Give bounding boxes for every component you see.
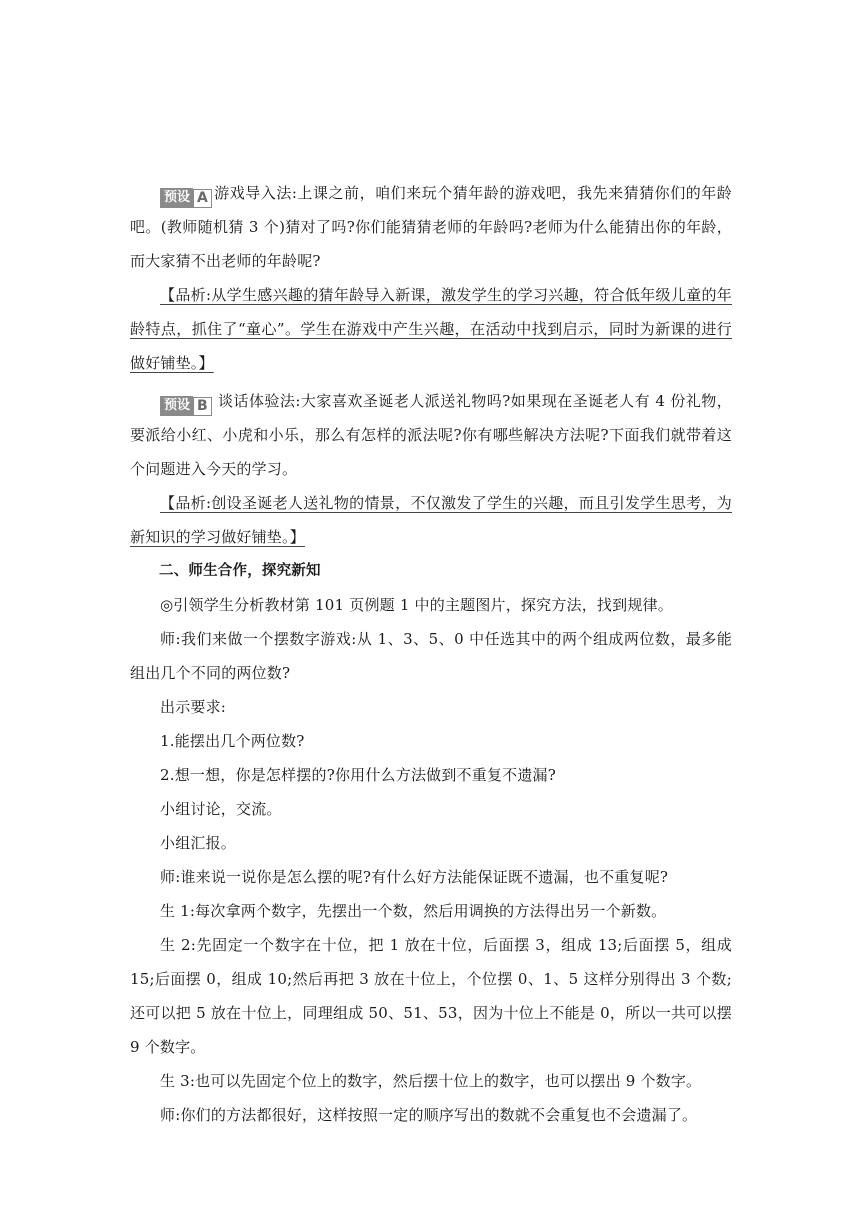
body-paragraph: 出示要求:: [160, 698, 227, 716]
preset-b-badge-word: 预设: [160, 396, 193, 416]
analysis-a-text: 【品析:从学生感兴趣的猜年龄导入新课，激发学生的学习兴趣，符合低年级儿童的年龄特点，抓住了“童心”。学生在游戏中产生兴趣，在活动中找到启示，同时为新课的进行做好铺垫。】: [130, 286, 732, 372]
preset-b-paragraph: [130, 384, 732, 486]
preset-a-badge-letter: A: [193, 189, 212, 208]
section-heading: 二、师生合作，探究新知: [159, 563, 321, 579]
body-paragraph: 生 3:也可以先固定个位上的数字，然后摆十位上的数字，也可以摆出 9 个数字。: [160, 1072, 702, 1090]
body-paragraph: 1.能摆出几个两位数?: [160, 732, 305, 750]
body-paragraph: 生 2:先固定一个数字在十位，把 1 放在十位，后面摆 3，组成 13;后面摆 5，组成 15;后面摆 0，组成 10;然后再把 3 放在十位上，个位摆 0、1、5 这样分别得出 3 个数;还可以把 5 放在十位上，同理组成 50、51、53，因为十位上不能是 0，所以一共可以摆 9 个数字。: [130, 936, 732, 1056]
analysis-b-paragraph: [130, 486, 732, 554]
body-paragraph: 小组讨论，交流。: [160, 800, 282, 818]
preset-a-badge: [160, 188, 212, 208]
document-page: [130, 176, 732, 1132]
body-paragraph: 师:你们的方法都很好，这样按照一定的顺序写出的数就不会重复也不会遗漏了。: [160, 1106, 698, 1124]
body-paragraph: 2.想一想，你是怎样摆的?你用什么方法做到不重复不遗漏?: [160, 766, 556, 784]
analysis-b-text: 【品析:创设圣诞老人送礼物的情景，不仅激发了学生的兴趣，而且引发学生思考，为新知识的学习做好铺垫。】: [130, 494, 732, 546]
body-paragraph: 师:谁来说一说你是怎么摆的呢?有什么好方法能保证既不遗漏，也不重复呢?: [160, 868, 669, 886]
analysis-a-paragraph: [130, 278, 732, 380]
body-paragraph: ◎引领学生分析教材第 101 页例题 1 中的主题图片，探究方法，找到规律。: [160, 596, 673, 614]
preset-a-paragraph: [130, 176, 732, 278]
preset-a-badge-word: 预设: [160, 188, 193, 208]
body-paragraph: 生 1:每次拿两个数字，先摆出一个数，然后用调换的方法得出另一个新数。: [160, 902, 667, 920]
body-paragraph: 小组汇报。: [160, 834, 237, 852]
preset-b-text: 谈话体验法:大家喜欢圣诞老人派送礼物吗?如果现在圣诞老人有 4 份礼物，要派给小红、小虎和小乐，那么有怎样的派法呢?你有哪些解决方法呢?下面我们就带着这个问题进入今天的学习。: [130, 392, 732, 478]
preset-b-badge-letter: B: [193, 397, 212, 416]
body-paragraph: 师:我们来做一个摆数字游戏:从 1、3、5、0 中任选其中的两个组成两位数，最多能组出几个不同的两位数?: [130, 630, 732, 682]
preset-b-badge: [160, 396, 212, 416]
preset-a-text: 游戏导入法:上课之前，咱们来玩个猜年龄的游戏吧，我先来猜猜你们的年龄吧。(教师随机猜 3 个)猜对了吗?你们能猜猜老师的年龄吗?老师为什么能猜出你的年龄，而大家猜不出老师的年龄呢?: [130, 184, 732, 270]
